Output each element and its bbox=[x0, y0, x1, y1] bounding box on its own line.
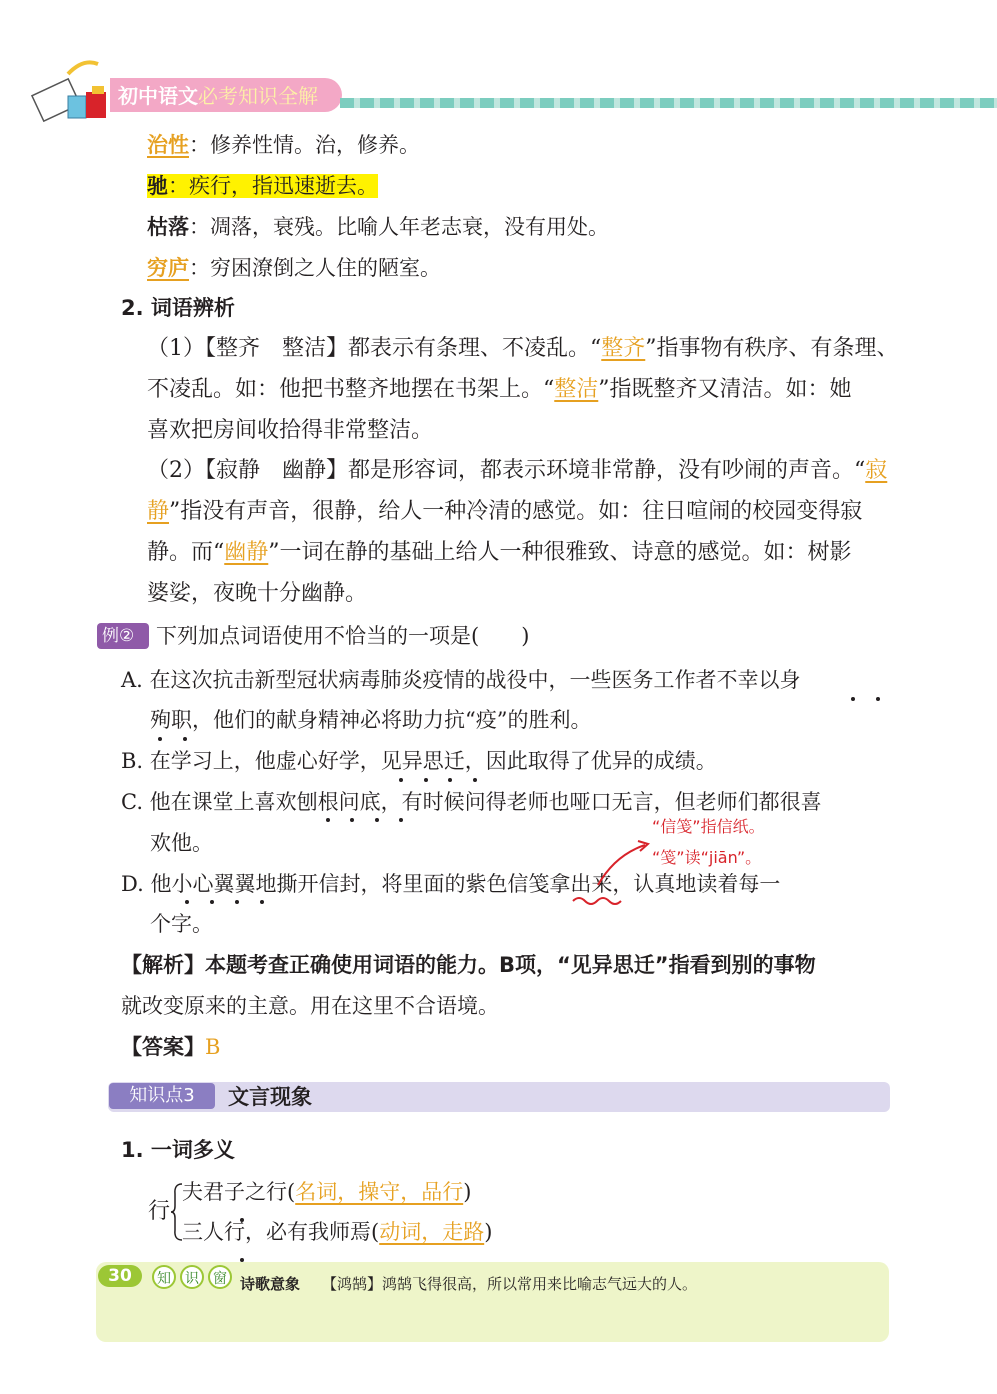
polysemy-char: 行 bbox=[148, 1199, 171, 1224]
paragraph-line: （1）【整齐 整洁】都表示有条理、不凌乱。“整齐”指事物有秩序、有条理、 bbox=[147, 336, 899, 361]
option-b: B. 在学习上，他虚心好学，见异思迁，因此取得了优异的成绩。 bbox=[121, 749, 717, 773]
footer-text: 【鸿鹄】鸿鹄飞得很高，所以常用来比喻志气远大的人。 bbox=[322, 1275, 698, 1293]
paragraph-line: 不凌乱。如：他把书整齐地摆在书架上。“整洁”指既整齐又清洁。如：她 bbox=[147, 377, 852, 402]
glossary-item: 治性：修养性情。治，修养。 bbox=[147, 133, 420, 157]
annotation-note-1: “信笺”指信纸。 bbox=[652, 817, 765, 836]
option-d-line2: 个字。 bbox=[150, 912, 213, 936]
knowledge-point-title: 文言现象 bbox=[228, 1085, 312, 1109]
example-badge: 例② bbox=[97, 623, 149, 649]
glossary-item: 驰：疾行，指迅速逝去。 bbox=[147, 174, 378, 198]
option-c-line2: 欢他。 bbox=[150, 831, 213, 855]
paragraph-line: 婆娑，夜晚十分幽静。 bbox=[147, 581, 368, 606]
book-pencil-icon bbox=[28, 56, 118, 126]
option-c-line1: C. 他在课堂上喜欢刨根问底，有时候问得老师也哑口无言，但老师们都很喜 bbox=[121, 790, 822, 814]
annotation-arrow bbox=[570, 835, 670, 910]
paragraph-line: （2）【寂静 幽静】都是形容词，都表示环境非常静，没有吵闹的声音。“寂 bbox=[147, 458, 888, 483]
polysemy-row: 三人行，必有我师焉(动词，走路) bbox=[182, 1220, 493, 1244]
option-a-line1: A. 在这次抗击新型冠状病毒肺炎疫情的战役中，一些医务工作者不幸以身 bbox=[121, 668, 801, 692]
paragraph-line: 喜欢把房间收拾得非常整洁。 bbox=[147, 418, 434, 443]
header-stripe bbox=[340, 98, 997, 108]
knowledge-window-char: 识 bbox=[180, 1265, 204, 1289]
option-a-line2: 殉职，他们的献身精神必将助力抗“疫”的胜利。 bbox=[150, 708, 592, 732]
page-number: 30 bbox=[98, 1265, 142, 1287]
example-question: 下列加点词语使用不恰当的一项是( ) bbox=[156, 624, 530, 648]
knowledge-window-char: 窗 bbox=[208, 1265, 232, 1289]
knowledge-point-bar bbox=[108, 1082, 890, 1112]
glossary-item: 穷庐：穷困潦倒之人住的陋室。 bbox=[147, 256, 441, 280]
answer: 【答案】B bbox=[121, 1035, 221, 1059]
analysis-line1: 【解析】本题考查正确使用词语的能力。B项，“见异思迁”指看到别的事物 bbox=[121, 953, 816, 977]
knowledge-window-char: 知 bbox=[152, 1265, 176, 1289]
glossary-item: 枯落：凋落，衰残。比喻人年老志衰，没有用处。 bbox=[147, 215, 609, 239]
knowledge-point-badge: 知识点3 bbox=[109, 1083, 215, 1109]
header-title-sub: 必考知识全解 bbox=[198, 84, 318, 108]
header-title-main: 初中语文 bbox=[118, 84, 198, 108]
section-heading: 1. 一词多义 bbox=[121, 1138, 235, 1162]
analysis-line2: 就改变原来的主意。用在这里不合语境。 bbox=[121, 994, 499, 1018]
option-d-line1: D. 他小心翼翼地撕开信封，将里面的紫色信笺拿出来，认真地读着每一 bbox=[121, 872, 781, 896]
footer-label: 诗歌意象 bbox=[240, 1275, 301, 1293]
section-heading: 2. 词语辨析 bbox=[121, 296, 235, 320]
paragraph-line: 静。而“幽静”一词在静的基础上给人一种很雅致、诗意的感觉。如：树影 bbox=[147, 540, 852, 565]
annotation-note-2: “笺”读“jiān”。 bbox=[652, 848, 762, 867]
polysemy-row: 夫君子之行(名词，操守，品行) bbox=[182, 1180, 472, 1204]
paragraph-line: 静”指没有声音，很静，给人一种冷清的感觉。如：往日喧闹的校园变得寂 bbox=[147, 499, 863, 524]
